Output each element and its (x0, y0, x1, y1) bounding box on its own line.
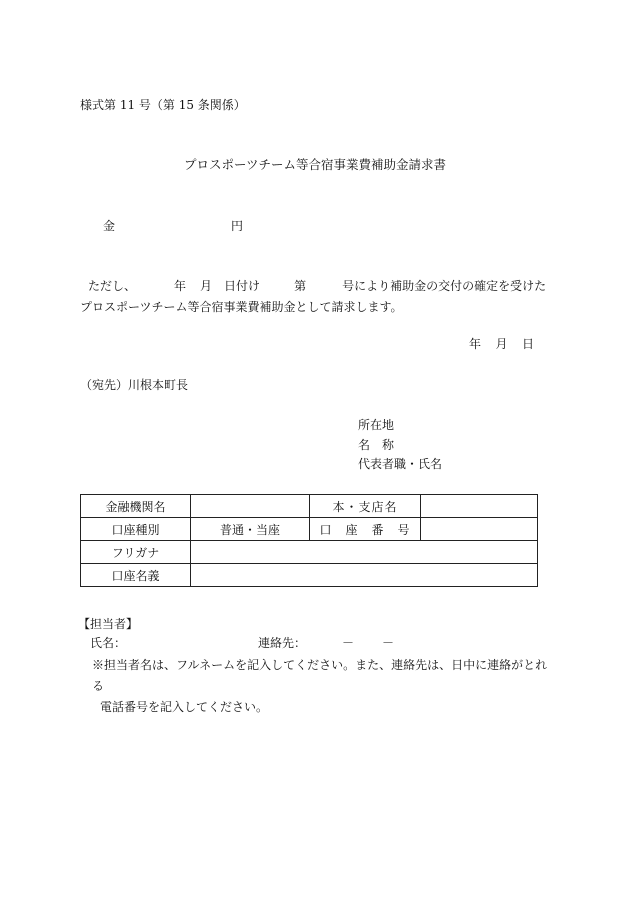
paragraph-rest: 号により補助金の交付の確定を受けたプロスポーツチーム等合宿事業費補助金として請求します。 (80, 279, 547, 314)
request-paragraph (80, 276, 552, 318)
branch-field[interactable] (421, 495, 538, 518)
paragraph-year: 年 (174, 279, 187, 293)
applicant-representative-label: 代表者職・氏名 (358, 457, 443, 471)
document-title: プロスポーツチーム等合宿事業費補助金請求書 (183, 157, 446, 172)
amount-label: 金 (103, 219, 116, 233)
phone-dash-2: － (382, 636, 395, 650)
paragraph-month: 月 (200, 279, 213, 293)
applicant-block (358, 416, 442, 475)
applicant-address-label: 所在地 (358, 418, 395, 432)
account-holder-label: 口座名義 (81, 564, 191, 587)
paragraph-date-suffix: 日付け (224, 279, 261, 293)
addressee: （宛先）川根本町長 (80, 378, 189, 392)
paragraph-lead: ただし、 (88, 279, 137, 293)
institution-label: 金融機関名 (81, 495, 191, 518)
furigana-label: フリガナ (81, 541, 191, 564)
institution-field[interactable] (191, 495, 310, 518)
branch-label: 本・支店名 (310, 495, 421, 518)
table-row (81, 518, 538, 541)
applicant-name-label: 名 称 (358, 437, 395, 452)
account-type-label: 口座種別 (81, 518, 191, 541)
account-number-field[interactable] (421, 518, 538, 541)
amount-unit: 円 (231, 219, 244, 233)
request-date (469, 336, 535, 352)
phone-dash-1: － (342, 636, 355, 650)
table-row (81, 495, 538, 518)
contact-line (90, 635, 394, 651)
account-holder-field[interactable] (191, 564, 538, 587)
date-month: 月 (495, 337, 509, 351)
paragraph-dai: 第 (294, 279, 307, 293)
note-line-1: ※担当者名は、フルネームを記入してください。また、連絡先は、日中に連絡がとれる (92, 658, 548, 693)
table-row (81, 541, 538, 564)
contact-heading: 【担当者】 (78, 617, 139, 631)
furigana-field[interactable] (191, 541, 538, 564)
form-number: 様式第 11 号（第 15 条関係） (80, 98, 246, 112)
note-line-2: 電話番号を記入してください。 (100, 700, 269, 714)
account-number-label: 口 座 番 号 (310, 518, 421, 541)
contact-name-label: 氏名： (90, 636, 127, 650)
account-type-value[interactable]: 普通・当座 (191, 518, 310, 541)
date-year: 年 (469, 337, 482, 351)
bank-account-table (80, 494, 538, 587)
table-row (81, 564, 538, 587)
date-day: 日 (522, 337, 535, 351)
contact-phone-label: 連絡先： (258, 636, 307, 650)
contact-note (92, 655, 552, 718)
